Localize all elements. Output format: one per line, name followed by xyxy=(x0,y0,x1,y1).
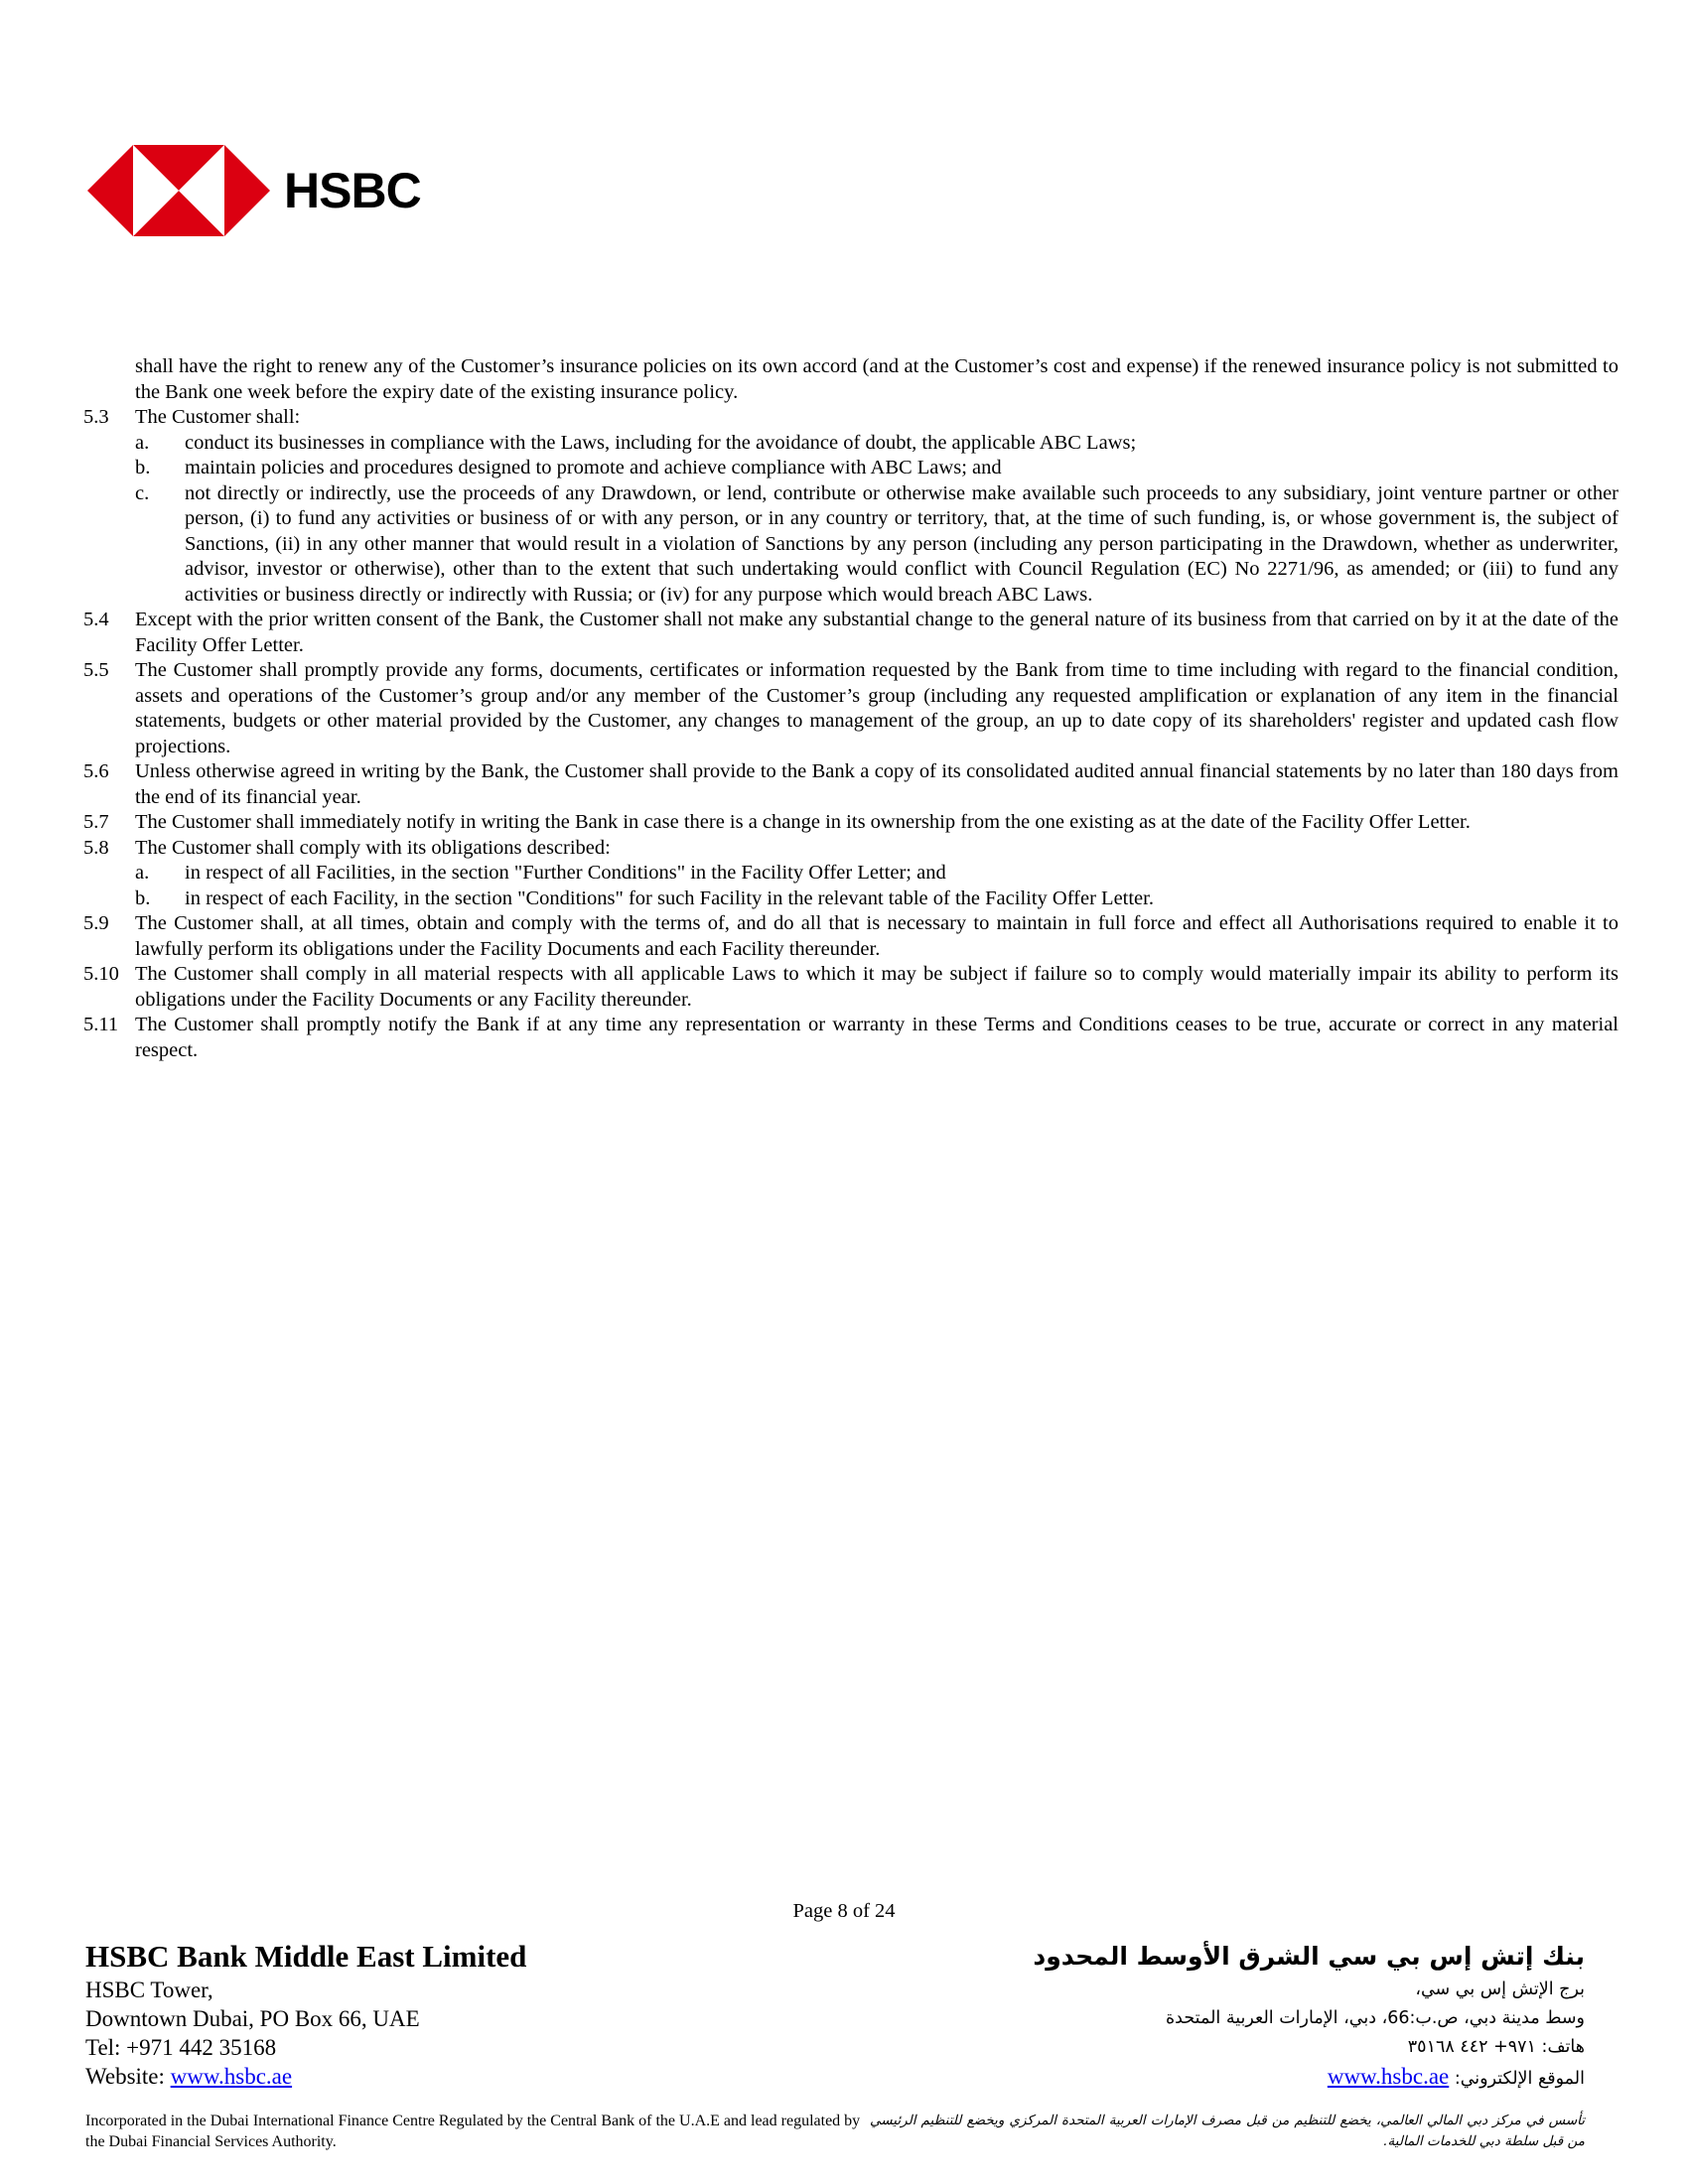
footer-website-link-ar[interactable]: www.hsbc.ae xyxy=(1327,2064,1450,2089)
footer-arabic xyxy=(1029,1938,1585,2094)
sub-letter: c. xyxy=(135,481,150,504)
intro-paragraph: shall have the right to renew any of the Customer’s insurance policies on its own accord (and at the Customer’s cost and expense) if the renewed insurance policy is not submitted to the Bank one week before the expiry date of the existing insurance policy. xyxy=(135,355,1618,403)
clause-text: The Customer shall immediately notify in writing the Bank in case there is a change in its ownership from the one existing as at the date of the Facility Offer Letter. xyxy=(135,811,1471,833)
footer-bank-name-ar: بنك إتش إس بي سي الشرق الأوسط المحدود xyxy=(1033,1942,1585,1971)
document-body xyxy=(83,354,1618,1063)
clause-5-8-a xyxy=(83,861,1618,887)
clause-text: Unless otherwise agreed in writing by the Bank, the Customer shall provide to the Bank a copy of its consolidated audited annual financial statements by no later than 180 days from the end of its financial year. xyxy=(135,760,1618,808)
clause-5-5 xyxy=(83,658,1618,759)
footer-website-link[interactable]: www.hsbc.ae xyxy=(170,2064,293,2089)
clause-5-9 xyxy=(83,911,1618,962)
hsbc-logo xyxy=(87,145,421,236)
footer-address-line2-ar: وسط مدينة دبي، ص.ب:66، دبي، الإمارات العربية المتحدة xyxy=(1166,2008,1585,2028)
sub-letter: a. xyxy=(135,862,150,884)
clause-number: 5.6 xyxy=(83,760,109,782)
hsbc-wordmark: HSBC xyxy=(284,163,421,218)
page-number: Page 8 of 24 xyxy=(792,1900,896,1922)
clause-number: 5.3 xyxy=(83,406,109,428)
clause-5-3-a xyxy=(83,431,1618,457)
clause-5-8 xyxy=(83,836,1618,862)
clause-number: 5.8 xyxy=(83,836,109,859)
footer-address-line1-ar: برج الإتش إس بي سي، xyxy=(1415,1979,1585,1999)
clause-5-3-b xyxy=(83,456,1618,481)
sub-text: conduct its businesses in compliance with the Laws, including for the avoidance of doubt, the applicable ABC Laws; xyxy=(185,431,1137,454)
clause-number: 5.11 xyxy=(83,1014,119,1035)
hexagon-right-triangle xyxy=(224,145,270,236)
footer-website-row-ar xyxy=(1029,2062,1585,2094)
footer-english xyxy=(85,1938,526,2091)
clause-number: 5.10 xyxy=(83,963,119,985)
clause-5-10 xyxy=(83,962,1618,1013)
footer-address-line1: HSBC Tower, xyxy=(85,1978,213,2002)
clause-text: Except with the prior written consent of the Bank, the Customer shall not make any substantial change to the general nature of its business from that carried on by it at the date of the Facility Offer Letter. xyxy=(135,609,1618,656)
clause-5-7 xyxy=(83,810,1618,836)
sub-letter: b. xyxy=(135,457,151,478)
hexagon-left-triangle xyxy=(87,145,133,236)
clause-number: 5.5 xyxy=(83,659,109,681)
sub-text: in respect of all Facilities, in the section "Further Conditions" in the Facility Offer Letter; and xyxy=(185,862,946,884)
clause-5-8-b xyxy=(83,887,1618,912)
sub-text: maintain policies and procedures designed to promote and achieve compliance with ABC Laws; and xyxy=(185,457,1002,478)
footer-tel: Tel: +971 442 35168 xyxy=(85,2035,277,2060)
sub-letter: b. xyxy=(135,887,151,909)
clause-text: The Customer shall: xyxy=(135,406,301,428)
clause-5-4 xyxy=(83,608,1618,658)
clause-text: The Customer shall, at all times, obtain and comply with the terms of, and do all that is necessary to maintain in full force and effect all Authorisations required to enable it to lawfully perform its obligations under the Facility Documents and each Facility thereunder. xyxy=(135,912,1618,960)
clause-number: 5.4 xyxy=(83,609,109,630)
sub-letter: a. xyxy=(135,431,150,454)
footer-legal-arabic: تأسس في مركز دبي المالي العالمي، يخضع للتنظيم من قبل مصرف الإمارات العربية المتحدة المركزي ويخضع للتنظيم الرئيسي من قبل سلطة دبي للخدمات المالية. xyxy=(870,2113,1585,2149)
clause-5-6 xyxy=(83,759,1618,810)
sub-text: in respect of each Facility, in the section "Conditions" for such Facility in the relevant table of the Facility Offer Letter. xyxy=(185,887,1154,909)
footer-website-row xyxy=(85,2062,526,2091)
hsbc-hexagon-icon xyxy=(87,145,270,236)
clause-text: The Customer shall promptly notify the Bank if at any time any representation or warranty in these Terms and Conditions ceases to be true, accurate or correct in any material respect. xyxy=(135,1014,1618,1061)
clause-text: The Customer shall comply with its obligations described: xyxy=(135,836,611,859)
footer-address-line2: Downtown Dubai, PO Box 66, UAE xyxy=(85,2006,420,2031)
footer-legal-english: Incorporated in the Dubai International Finance Centre Regulated by the Central Bank of the U.A.E and lead regulated by the Dubai Financial Services Authority. xyxy=(85,2113,861,2150)
footer-website-label: Website: xyxy=(85,2064,171,2089)
clause-5-3 xyxy=(83,405,1618,431)
footer-tel-ar: هاتف: ٩٧١+ ٤٤٢ ٣٥١٦٨ xyxy=(1407,2037,1585,2057)
footer-website-label-ar: الموقع الإلكتروني: xyxy=(1449,2069,1585,2089)
sub-text: not directly or indirectly, use the proceeds of any Drawdown, or lend, contribute or otherwise make available such proceeds to any subsidiary, joint venture partner or other person, (i) to fund any activities or business of or with any person, or in any country or territory, that, at the time of such funding, is, or whose government is, the subject of Sanctions, (ii) in any other manner that would result in a violation of Sanctions by any person (including any person participating in the Drawdown, whether as underwriter, advisor, investor or otherwise), other than to the extent that such undertaking would conflict with Council Regulation (EC) No 2271/96, as amended; or (iii) to fund any activities or business directly or indirectly with Russia; or (iv) for any purpose which would breach ABC Laws. xyxy=(185,481,1618,606)
clause-5-3-c xyxy=(83,481,1618,609)
footer-bank-name: HSBC Bank Middle East Limited xyxy=(85,1939,527,1974)
clause-text: The Customer shall comply in all material respects with all applicable Laws to which it may be subject if failure so to comply would materially impair its ability to perform its obligations under the Facility Documents or any Facility thereunder. xyxy=(135,963,1618,1011)
clause-number: 5.9 xyxy=(83,912,109,934)
clause-number: 5.7 xyxy=(83,811,109,833)
clause-text: The Customer shall promptly provide any forms, documents, certificates or information requested by the Bank from time to time including with regard to the financial condition, assets and operations of the Customer’s group and/or any member of the Customer’s group (including any requested amplification or explanation of any item in the financial statements, budgets or other material provided by the Customer, any changes to management of the group, an up to date copy of its shareholders' register and updated cash flow projections. xyxy=(135,659,1618,757)
clause-5-11 xyxy=(83,1013,1618,1063)
